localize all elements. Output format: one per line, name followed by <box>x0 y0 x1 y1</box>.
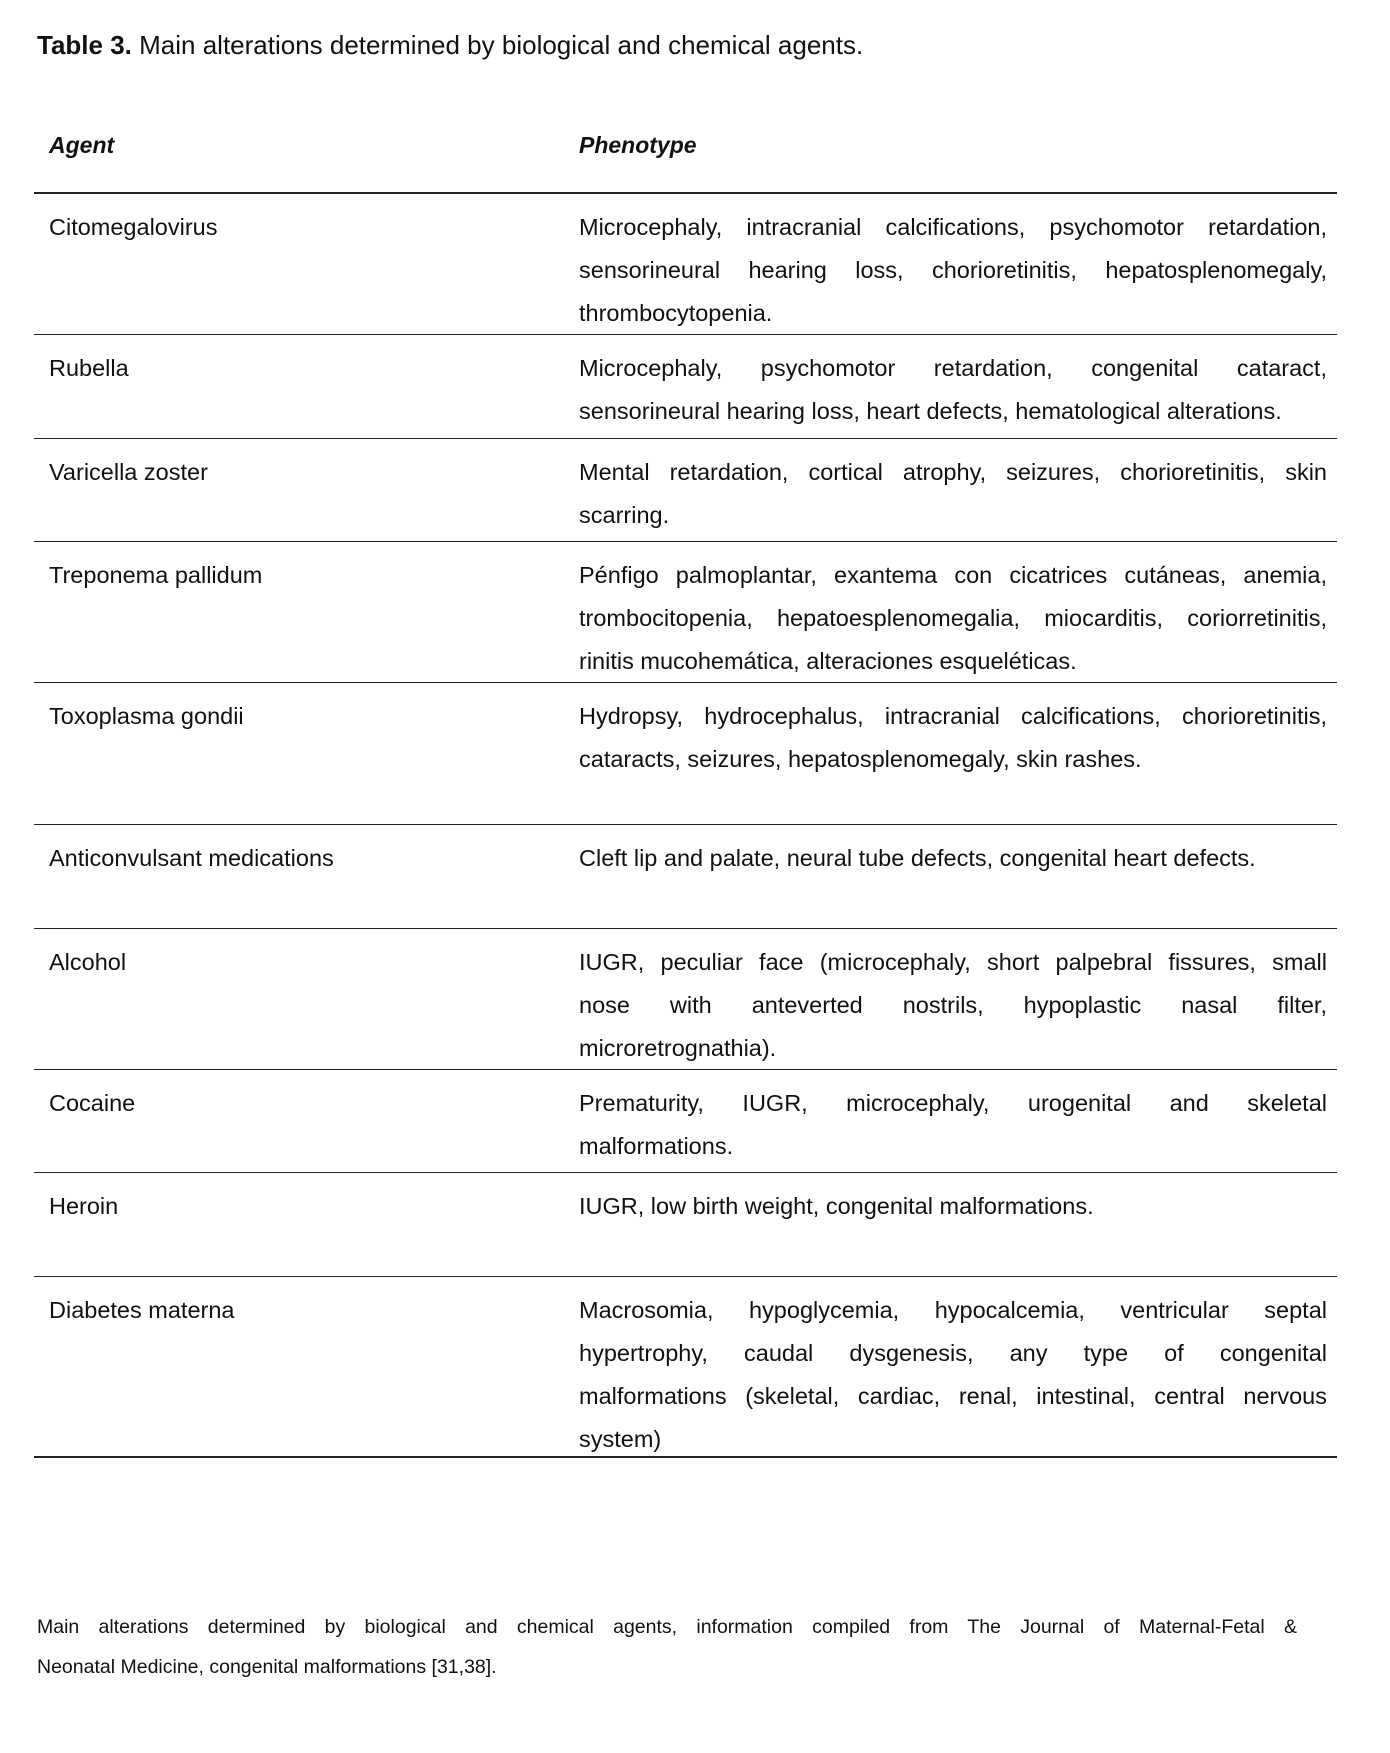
phenotype-line: Hydropsy, hydrocephalus, intracranial calcifications, chorioretinitis, <box>579 703 1327 729</box>
table-row <box>34 825 1337 929</box>
phenotype-line: Cleft lip and palate, neural tube defects, congenital heart defects. <box>579 845 1256 871</box>
phenotype-line: system) <box>579 1426 662 1452</box>
table-body <box>34 194 1337 1458</box>
phenotype-line: scarring. <box>579 502 670 528</box>
agent-cell: Toxoplasma gondii <box>49 703 244 729</box>
table-row <box>34 335 1337 439</box>
table-title <box>37 28 863 62</box>
phenotype-cell <box>579 1289 1327 1461</box>
header-phenotype: Phenotype <box>579 132 697 158</box>
table-row <box>34 1277 1337 1458</box>
phenotype-cell <box>579 941 1327 1070</box>
phenotype-line: IUGR, low birth weight, congenital malformations. <box>579 1193 1094 1219</box>
phenotype-cell <box>579 451 1327 537</box>
table-number: Table 3. <box>37 30 132 60</box>
table-header <box>34 110 1337 194</box>
alterations-table <box>34 110 1337 1458</box>
footnote-line: Main alterations determined by biological and chemical agents, information compiled from The Journal of Maternal-Fetal & <box>37 1616 1297 1638</box>
agent-cell: Citomegalovirus <box>49 214 218 240</box>
phenotype-cell <box>579 695 1327 781</box>
agent-cell: Cocaine <box>49 1090 136 1116</box>
phenotype-line: malformations (skeletal, cardiac, renal, intestinal, central nervous <box>579 1383 1327 1409</box>
header-agent: Agent <box>49 132 115 158</box>
phenotype-line: sensorineural hearing loss, heart defects, hematological alterations. <box>579 398 1282 424</box>
phenotype-cell <box>579 1185 1327 1228</box>
phenotype-line: Microcephaly, intracranial calcifications, psychomotor retardation, <box>579 214 1327 240</box>
phenotype-line: Prematurity, IUGR, microcephaly, urogenital and skeletal <box>579 1090 1327 1116</box>
agent-cell: Rubella <box>49 355 129 381</box>
table-row <box>34 439 1337 542</box>
footnote-line: Neonatal Medicine, congenital malformations [31,38]. <box>37 1656 497 1678</box>
phenotype-line: trombocitopenia, hepatoesplenomegalia, miocarditis, coriorretinitis, <box>579 605 1327 631</box>
phenotype-cell <box>579 554 1327 683</box>
table-caption: Main alterations determined by biological and chemical agents. <box>139 30 864 60</box>
agent-cell: Heroin <box>49 1193 119 1219</box>
phenotype-cell <box>579 206 1327 335</box>
table-row <box>34 194 1337 335</box>
phenotype-line: microretrognathia). <box>579 1035 777 1061</box>
agent-cell: Varicella zoster <box>49 459 208 485</box>
phenotype-line: Macrosomia, hypoglycemia, hypocalcemia, ventricular septal <box>579 1297 1327 1323</box>
table-row <box>34 683 1337 825</box>
table-row <box>34 542 1337 683</box>
phenotype-line: Pénfigo palmoplantar, exantema con cicatrices cutáneas, anemia, <box>579 562 1327 588</box>
phenotype-line: malformations. <box>579 1133 734 1159</box>
table-row <box>34 929 1337 1070</box>
phenotype-line: cataracts, seizures, hepatosplenomegaly, skin rashes. <box>579 746 1142 772</box>
agent-cell: Alcohol <box>49 949 127 975</box>
agent-cell: Treponema pallidum <box>49 562 263 588</box>
phenotype-cell <box>579 837 1327 880</box>
phenotype-cell <box>579 1082 1327 1168</box>
table-row <box>34 1070 1337 1173</box>
phenotype-line: Mental retardation, cortical atrophy, seizures, chorioretinitis, skin <box>579 459 1327 485</box>
agent-cell: Anticonvulsant medications <box>49 845 334 871</box>
phenotype-line: rinitis mucohemática, alteraciones esqueléticas. <box>579 648 1077 674</box>
phenotype-line: IUGR, peculiar face (microcephaly, short palpebral fissures, small <box>579 949 1327 975</box>
table-row <box>34 1173 1337 1277</box>
agent-cell: Diabetes materna <box>49 1297 235 1323</box>
table-footnote <box>37 1607 1297 1687</box>
phenotype-line: sensorineural hearing loss, chorioretinitis, hepatosplenomegaly, <box>579 257 1327 283</box>
phenotype-line: thrombocytopenia. <box>579 300 773 326</box>
phenotype-line: nose with anteverted nostrils, hypoplastic nasal filter, <box>579 992 1327 1018</box>
phenotype-line: hypertrophy, caudal dysgenesis, any type of congenital <box>579 1340 1327 1366</box>
phenotype-cell <box>579 347 1327 433</box>
phenotype-line: Microcephaly, psychomotor retardation, congenital cataract, <box>579 355 1327 381</box>
